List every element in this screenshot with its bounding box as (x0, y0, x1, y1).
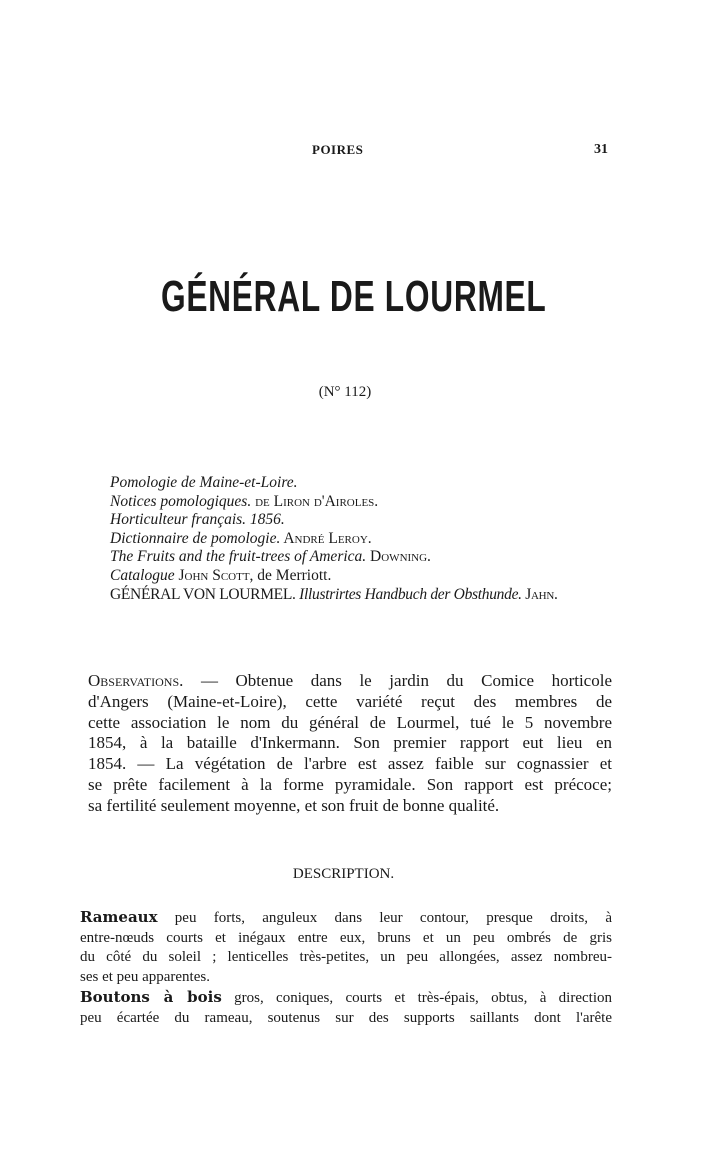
text-line (80, 908, 612, 929)
text-line: se prête facilement à la forme pyramidale. Son rapport est précoce; (88, 774, 612, 794)
title-text: GÉNÉRAL DE LOURMEL (160, 272, 547, 321)
reference-title: Catalogue (110, 566, 175, 584)
reference-title: Notices pomologiques. (110, 492, 252, 510)
rameaux-paragraph (80, 908, 612, 987)
running-title: POIRES (312, 142, 364, 157)
reference-item (110, 493, 558, 512)
text-line: sa fertilité seulement moyenne, et son fruit de bonne qualité. (88, 795, 500, 815)
running-head (0, 142, 707, 162)
boutons-paragraph (80, 988, 612, 1028)
reference-synonym: GÉNÉRAL VON LOURMEL. (110, 585, 300, 603)
text-line: d'Angers (Maine-et-Loire), cette variété reçut des membres de (88, 691, 612, 711)
reference-item (110, 530, 558, 549)
reference-title: Illustrirtes Handbuch der Obsthunde. (299, 585, 522, 603)
reference-author: Jahn. (521, 585, 558, 603)
observations-paragraph (88, 671, 612, 817)
observations-label: Observations. (88, 671, 184, 690)
rameaux-label: Rameaux (80, 908, 158, 926)
reference-item (110, 511, 558, 530)
text-fragment: peu forts, anguleux dans leur contour, presque droits, à (157, 910, 612, 926)
variety-number: (N° 112) (318, 384, 372, 400)
description-heading: DESCRIPTION. (292, 866, 395, 882)
text-line: entre-nœuds courts et inégaux entre eux, bruns et un peu ombrés de gris (80, 929, 612, 946)
text-line: cette association le nom du général de Lourmel, tué le 5 novembre (88, 712, 612, 732)
text-fragment: gros, coniques, courts et très-épais, obtus, à direction (221, 990, 612, 1006)
reference-title: Horticulteur français. 1856. (110, 511, 285, 529)
reference-place: , de Merriott. (249, 566, 332, 584)
reference-author: Downing. (366, 548, 431, 566)
text-line: peu écartée du rameau, soutenus sur des supports saillants dont l'arête (80, 1009, 612, 1026)
reference-author: de Liron d'Airoles. (251, 492, 379, 510)
text-line: 1854. — La végétation de l'arbre est assez faible sur cognassier et (88, 754, 612, 774)
reference-author: John Scott (174, 566, 250, 584)
reference-title: Dictionnaire de pomologie. (110, 529, 281, 547)
boutons-label: Boutons à bois (80, 988, 222, 1006)
reference-item (110, 567, 558, 586)
page-number: 31 (594, 142, 608, 157)
reference-author: André Leroy. (280, 529, 372, 547)
text-line (88, 671, 612, 692)
text-fragment: — Obtenue dans le jardin du Comice horticole (183, 671, 612, 690)
reference-item (110, 474, 558, 493)
text-line: ses et peu apparentes. (80, 968, 210, 985)
page-title (0, 272, 707, 322)
text-line (80, 988, 612, 1009)
reference-title: The Fruits and the fruit-trees of America. (110, 548, 367, 566)
text-line: du côté du soleil ; lenticelles très-petites, un peu allongées, assez nombreu- (80, 949, 612, 965)
reference-item (110, 586, 558, 605)
reference-title: Pomologie de Maine-et-Loire. (110, 474, 298, 491)
reference-item (110, 548, 558, 567)
references-list (110, 474, 558, 604)
text-line: 1854, à la bataille d'Inkermann. Son premier rapport eut lieu en (88, 733, 612, 753)
